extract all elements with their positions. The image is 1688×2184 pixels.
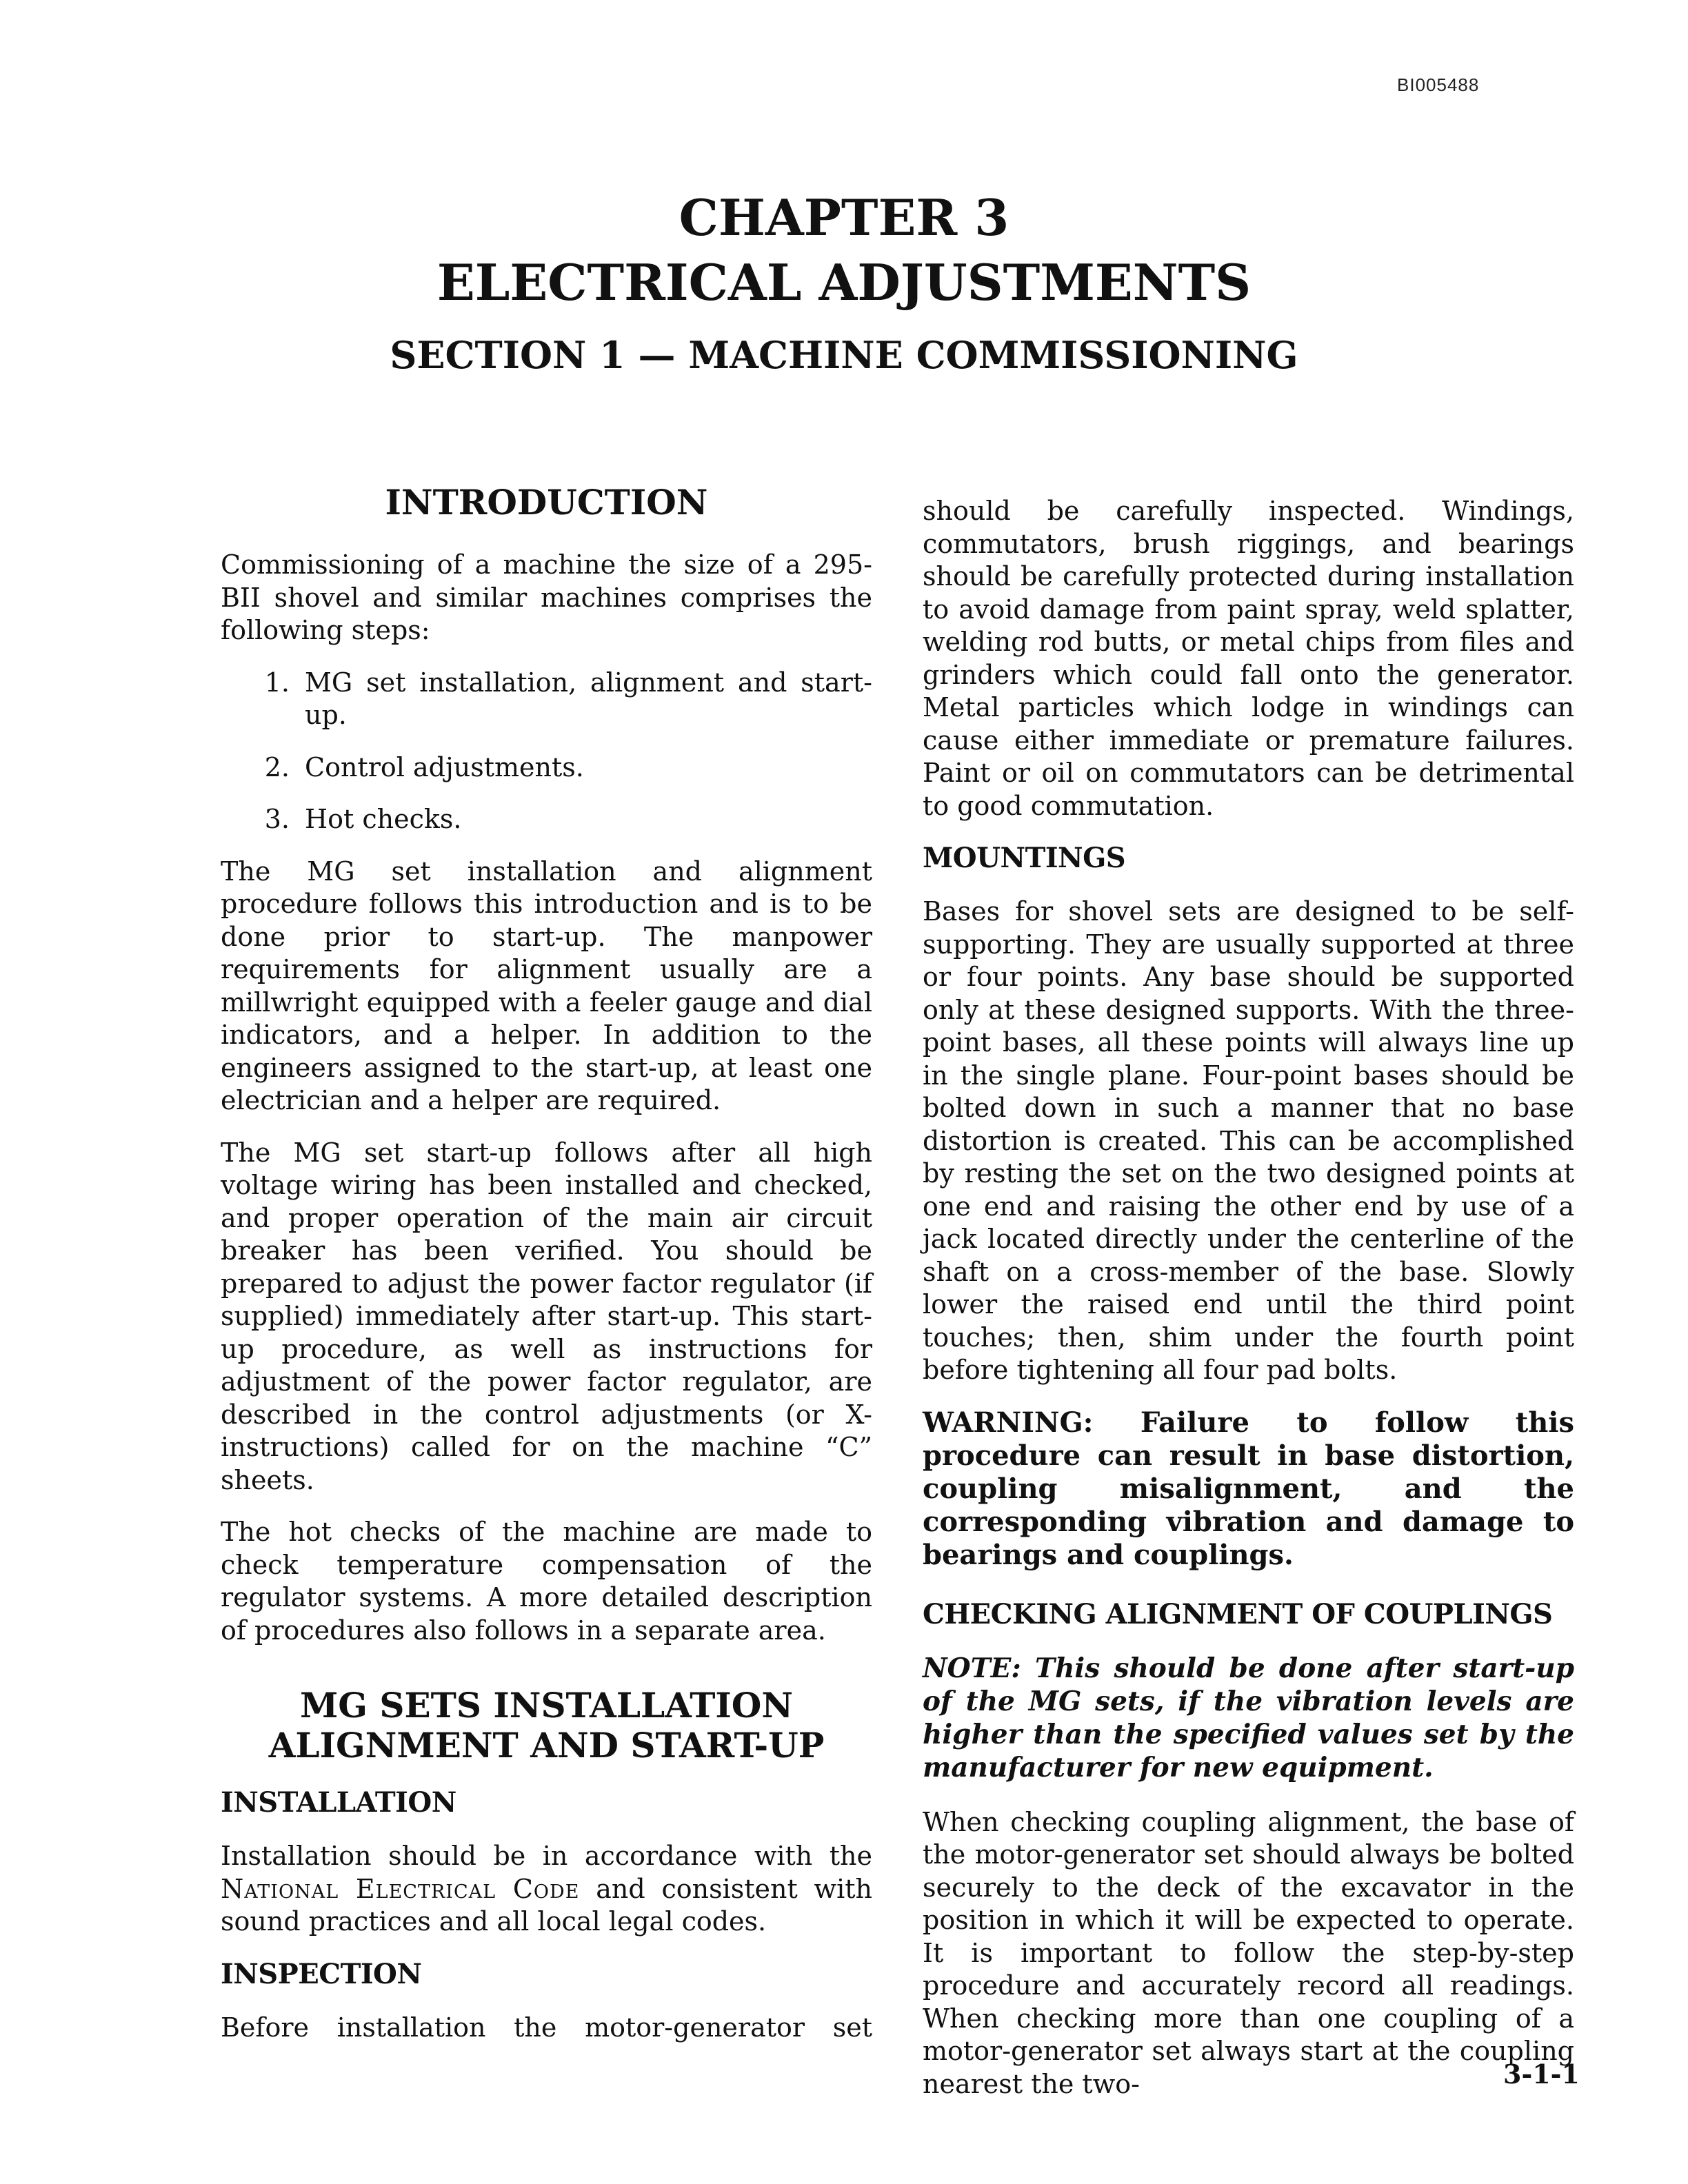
introduction-paragraph: Commissioning of a machine the size of a 295-BII shovel and similar machines comprises the following steps: <box>221 549 872 645</box>
installation-paragraph <box>221 1840 872 1939</box>
page-number: 3-1-1 <box>1503 2059 1580 2090</box>
inspection-paragraph: Before installation the motor-generator set <box>221 2012 872 2043</box>
warning-text: WARNING: Failure to follow this procedure can result in base distortion, coupling misalignment, and the corresponding vibration and damage to bearings and couplings. <box>923 1406 1574 1571</box>
list-item <box>221 667 872 732</box>
alignment-procedure-paragraph: The MG set installation and alignment procedure follows this introduction and is to be done prior to start-up. The manpower requirements for alignment usually are a millwright equipped with a feeler gauge and dial indicators, and a helper. In addition to the engineers assigned to the start-up, at least one electrician and a helper are required. <box>221 856 872 1115</box>
inspection-continued-paragraph: should be carefully inspected. Windings, commutators, brush riggings, and bearings should be carefully protected during installation to avoid damage from paint spray, weld splatter, welding rod butts, or metal chips from files and grinders which could fall onto the generator. Metal particles which lodge in windings can cause either immediate or premature failures. Paint or oil on commutators can be detrimental to good commutation. <box>923 496 1574 821</box>
mountings-paragraph: Bases for shovel sets are designed to be self-supporting. They are usually supported at three or four points. Any base should be supported only at these designed supports. With the three-point bases, all these points will always line up in the single plane. Four-point bases should be bolted down in such a manner that no base distortion is created. This can be accomplished by resting the set on the two designed points at one end and raising the other end by use of a jack located directly under the centerline of the shaft on a cross-member of the base. Slowly lower the raised end until the third point touches; then, shim under the fourth point before tightening all four pad bolts. <box>923 896 1574 1385</box>
mountings-heading: MOUNTINGS <box>923 842 1126 874</box>
chapter-number: CHAPTER 3 <box>679 188 1009 247</box>
inspection-heading: INSPECTION <box>221 1957 422 1990</box>
list-item <box>221 803 872 836</box>
step-text: Hot checks. <box>305 804 462 834</box>
commissioning-steps-list <box>221 667 872 836</box>
document-id: BI005488 <box>1397 74 1480 95</box>
list-item <box>221 751 872 785</box>
mg-sets-heading-line-1: MG SETS INSTALLATION <box>299 1685 794 1726</box>
chapter-title: ELECTRICAL ADJUSTMENTS <box>436 253 1252 312</box>
step-number: 2. <box>264 751 290 782</box>
step-number: 1. <box>264 667 290 698</box>
national-electrical-code: National Electrical Code <box>221 1873 580 1904</box>
right-column <box>923 495 1574 2120</box>
installation-text-end: and consistent with sound practices and all local legal codes. <box>221 1873 872 1937</box>
step-number: 3. <box>264 804 290 834</box>
checking-alignment-heading: CHECKING ALIGNMENT OF COUPLINGS <box>923 1597 1553 1630</box>
step-text: MG set installation, alignment and start-up. <box>305 667 872 730</box>
note-text: NOTE: This should be done after start-up of the MG sets, if the vibration levels are higher than the specified values set by the manufacturer for new equipment. <box>923 1652 1574 1783</box>
checking-alignment-paragraph: When checking coupling alignment, the base of the motor-generator set should always be bolted securely to the deck of the excavator in the position in which it will be expected to operate. It is important to follow the step-by-step procedure and accurately record all readings. When checking more than one coupling of a motor-generator set always start at the coupling nearest the two- <box>923 1806 1574 2099</box>
hot-checks-paragraph: The hot checks of the machine are made to check temperature compensation of the regulator systems. A more detailed description of procedures also follows in a separate area. <box>221 1517 872 1646</box>
introduction-heading: INTRODUCTION <box>385 482 708 523</box>
installation-heading: INSTALLATION <box>221 1786 456 1819</box>
mg-sets-heading-line-2: ALIGNMENT AND START-UP <box>268 1725 825 1766</box>
section-title: SECTION 1 — MACHINE COMMISSIONING <box>390 333 1298 377</box>
mg-sets-heading <box>221 1686 872 1766</box>
step-text: Control adjustments. <box>305 751 584 782</box>
installation-text-start: Installation should be in accordance with the <box>221 1841 872 1871</box>
left-column <box>221 483 872 2063</box>
start-up-paragraph: The MG set start-up follows after all high voltage wiring has been installed and checked, and proper operation of the main air circuit breaker has been verified. You should be prepared to adjust the power factor regulator (if supplied) immediately after start-up. This start-up procedure, as well as instructions for adjustment of the power factor regulator, are described in the control adjustments (or X-instructions) called for on the machine “C” sheets. <box>221 1137 872 1495</box>
